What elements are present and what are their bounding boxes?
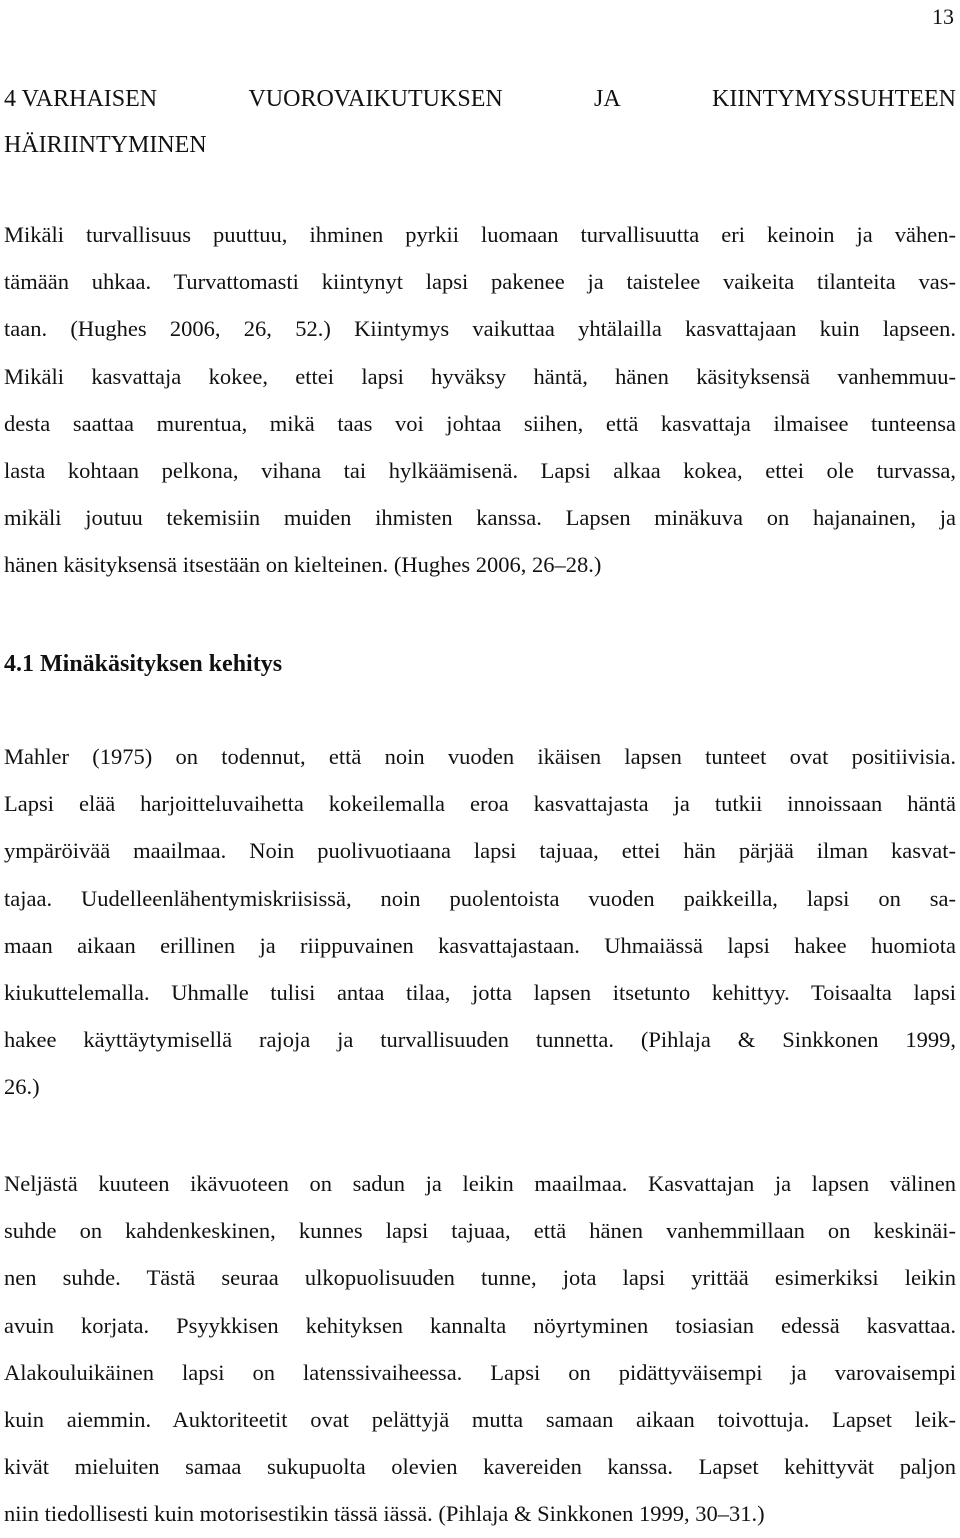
- text-line: kiukuttelemalla. Uhmalle tulisi antaa tilaa, jotta lapsen itsetunto kehittyy. Toisaalta lapsi: [4, 979, 956, 1005]
- text-line: ympäröivää maailmaa. Noin puolivuotiaana lapsi tajuaa, ettei hän pärjää ilman kasvat-: [4, 838, 956, 864]
- chapter-heading-word: VUOROVAIKUTUKSEN: [248, 86, 503, 112]
- text-line: tajaa. Uudelleenlähentymiskriisissä, noin puolentoista vuoden paikkeilla, lapsi on sa-: [4, 885, 956, 911]
- text-line: Mikäli turvallisuus puuttuu, ihminen pyrkii luomaan turvallisuutta eri keinoin ja vähen-: [4, 222, 956, 247]
- text-line: Mahler (1975) on todennut, että noin vuoden ikäisen lapsen tunteet ovat positiivisia.: [4, 744, 956, 769]
- chapter-heading-line-1: [4, 76, 956, 122]
- text-line: avuin korjata. Psyykkisen kehityksen kannalta nöyrtyminen tosiasian edessä kasvattaa.: [4, 1312, 956, 1338]
- text-line: niin tiedollisesti kuin motorisestikin tässä iässä. (Pihlaja & Sinkkonen 1999, 30–31.): [4, 1501, 765, 1527]
- text-line: suhde on kahdenkeskinen, kunnes lapsi tajuaa, että hänen vanhemmillaan on keskinäi-: [4, 1218, 956, 1244]
- text-line: Alakouluikäinen lapsi on latenssivaiheessa. Lapsi on pidättyväisempi ja varovaisempi: [4, 1359, 956, 1385]
- text-line: lasta kohtaan pelkona, vihana tai hylkäämisenä. Lapsi alkaa kokea, ettei ole turvassa,: [4, 457, 956, 483]
- section-heading: 4.1 Minäkäsityksen kehitys: [4, 651, 283, 677]
- chapter-heading-line-2: HÄIRIINTYMINEN: [4, 132, 207, 158]
- text-line: hakee käyttäytymisellä rajoja ja turvallisuuden tunnetta. (Pihlaja & Sinkkonen 1999,: [4, 1027, 956, 1053]
- chapter-heading-word: JA: [594, 86, 621, 112]
- chapter-heading: [4, 76, 956, 168]
- chapter-heading-word: KIINTYMYSSUHTEEN: [711, 86, 956, 112]
- paragraph-3: [4, 1160, 956, 1538]
- text-line: taan. (Hughes 2006, 26, 52.) Kiintymys vaikuttaa yhtälailla kasvattajaan kuin lapseen.: [4, 316, 956, 342]
- text-line: desta saattaa murentua, mikä taas voi johtaa siihen, että kasvattaja ilmaisee tunteensa: [4, 410, 956, 436]
- text-line: Mikäli kasvattaja kokee, ettei lapsi hyväksy häntä, hänen käsityksensä vanhemmuu-: [4, 363, 956, 389]
- paragraph-1: [4, 211, 956, 589]
- text-line: maan aikaan erillinen ja riippuvainen kasvattajastaan. Uhmaiässä lapsi hakee huomiota: [4, 932, 956, 958]
- page-number: 13: [932, 4, 954, 29]
- text-line: Lapsi elää harjoitteluvaihetta kokeilemalla eroa kasvattajasta ja tutkii innoissaan häntä: [4, 791, 956, 817]
- text-line: 26.): [4, 1074, 40, 1100]
- text-line: kuin aiemmin. Auktoriteetit ovat pelättyjä mutta samaan aikaan toivottuja. Lapset leik-: [4, 1406, 956, 1432]
- text-line: Neljästä kuuteen ikävuoteen on sadun ja leikin maailmaa. Kasvattajan ja lapsen välinen: [4, 1171, 956, 1196]
- text-line: mikäli joutuu tekemisiin muiden ihmisten kanssa. Lapsen minäkuva on hajanainen, ja: [4, 505, 956, 531]
- text-line: nen suhde. Tästä seuraa ulkopuolisuuden tunne, jota lapsi yrittää esimerkiksi leikin: [4, 1265, 956, 1291]
- chapter-heading-word: 4 VARHAISEN: [4, 86, 158, 112]
- paragraph-2: [4, 733, 956, 1111]
- text-line: hänen käsityksensä itsestään on kielteinen. (Hughes 2006, 26–28.): [4, 552, 602, 578]
- text-line: tämään uhkaa. Turvattomasti kiintynyt lapsi pakenee ja taistelee vaikeita tilanteita vas-: [4, 269, 956, 295]
- text-line: kivät mieluiten samaa sukupuolta olevien kavereiden kanssa. Lapset kehittyvät paljon: [4, 1454, 956, 1480]
